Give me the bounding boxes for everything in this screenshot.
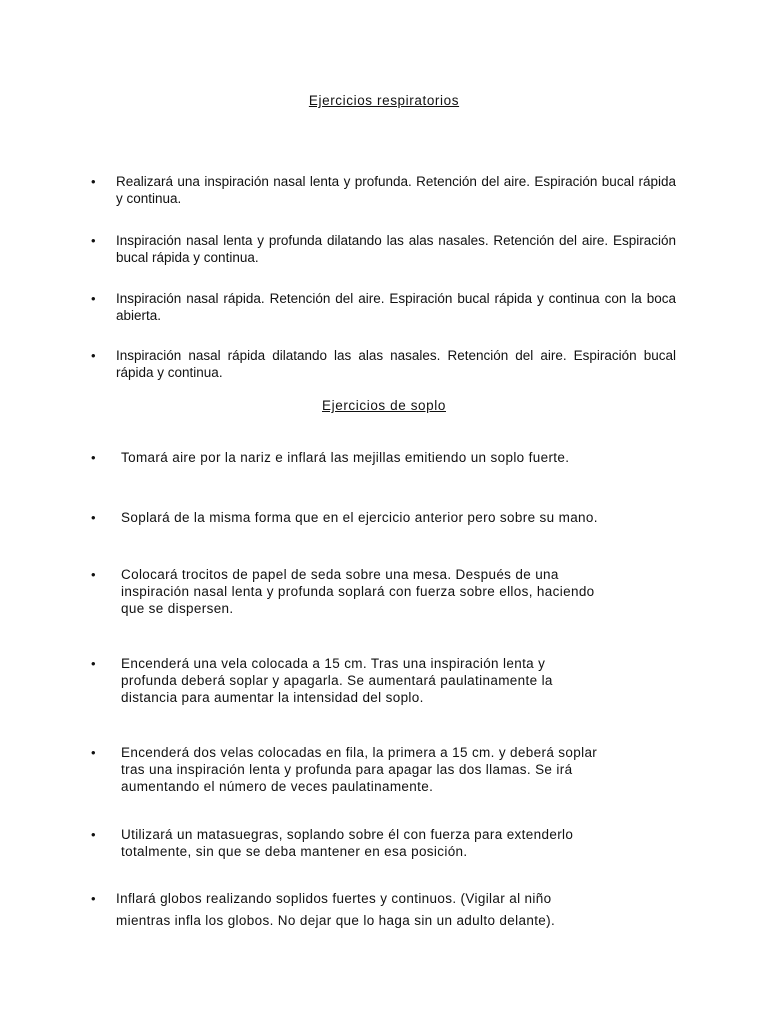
text-line: Encenderá dos velas colocadas en fila, la primera a 15 cm. y deberá soplar xyxy=(121,745,598,760)
text-line: mientras infla los globos. No dejar que lo haga sin un adulto delante). xyxy=(116,913,556,928)
item-text: Inspiración nasal rápida dilatando las alas nasales. Retención del aire. Espiración bucal rápida y continua. xyxy=(116,348,676,380)
item-text xyxy=(121,744,681,795)
text-line: tras una inspiración lenta y profunda para apagar las dos llamas. Se irá xyxy=(121,762,573,777)
text-line: inspiración nasal lenta y profunda soplará con fuerza sobre ellos, haciendo xyxy=(121,584,595,599)
section-title: Ejercicios de soplo xyxy=(322,398,446,413)
item-text xyxy=(121,826,681,860)
bullet: • xyxy=(91,348,96,363)
text-line: Soplará de la misma forma que en el ejercicio anterior pero sobre su mano. xyxy=(121,510,598,525)
page-title: Ejercicios respiratorios xyxy=(308,93,460,108)
bullet: • xyxy=(91,233,96,248)
item-text: Inspiración nasal rápida. Retención del aire. Espiración bucal rápida y continua con la boca abierta. xyxy=(116,291,676,323)
text-line: Colocará trocitos de papel de seda sobre una mesa. Después de una xyxy=(121,567,559,582)
item-text xyxy=(121,509,681,526)
text-line: Utilizará un matasuegras, soplando sobre él con fuerza para extenderlo xyxy=(121,827,574,842)
text-line: Tomará aire por la nariz e inflará las mejillas emitiendo un soplo fuerte. xyxy=(121,450,570,465)
bullet: • xyxy=(91,827,96,842)
bullet: • xyxy=(91,567,96,582)
bullet: • xyxy=(91,745,96,760)
bullet: • xyxy=(91,891,96,906)
item-text xyxy=(121,566,681,617)
item-text: Realizará una inspiración nasal lenta y profunda. Retención del aire. Espiración bucal rápida y continua. xyxy=(116,174,676,206)
bullet: • xyxy=(91,656,96,671)
text-line: totalmente, sin que se deba mantener en esa posición. xyxy=(121,844,468,859)
text-line: Encenderá una vela colocada a 15 cm. Tras una inspiración lenta y xyxy=(121,656,546,671)
bullet: • xyxy=(91,510,96,525)
bullet: • xyxy=(91,291,96,306)
text-line: distancia para aumentar la intensidad del soplo. xyxy=(121,690,424,705)
text-line: aumentando el número de veces paulatinamente. xyxy=(121,779,434,794)
item-text xyxy=(116,888,676,932)
item-text: Inspiración nasal lenta y profunda dilatando las alas nasales. Retención del aire. Espiración bucal rápida y continua. xyxy=(116,233,676,265)
text-line: profunda deberá soplar y apagarla. Se aumentará paulatinamente la xyxy=(121,673,553,688)
bullet: • xyxy=(91,174,96,189)
text-line: Inflará globos realizando soplidos fuertes y continuos. (Vigilar al niño xyxy=(116,891,552,906)
item-text xyxy=(121,449,681,466)
item-text xyxy=(121,655,681,706)
text-line: que se dispersen. xyxy=(121,601,234,616)
bullet: • xyxy=(91,450,96,465)
